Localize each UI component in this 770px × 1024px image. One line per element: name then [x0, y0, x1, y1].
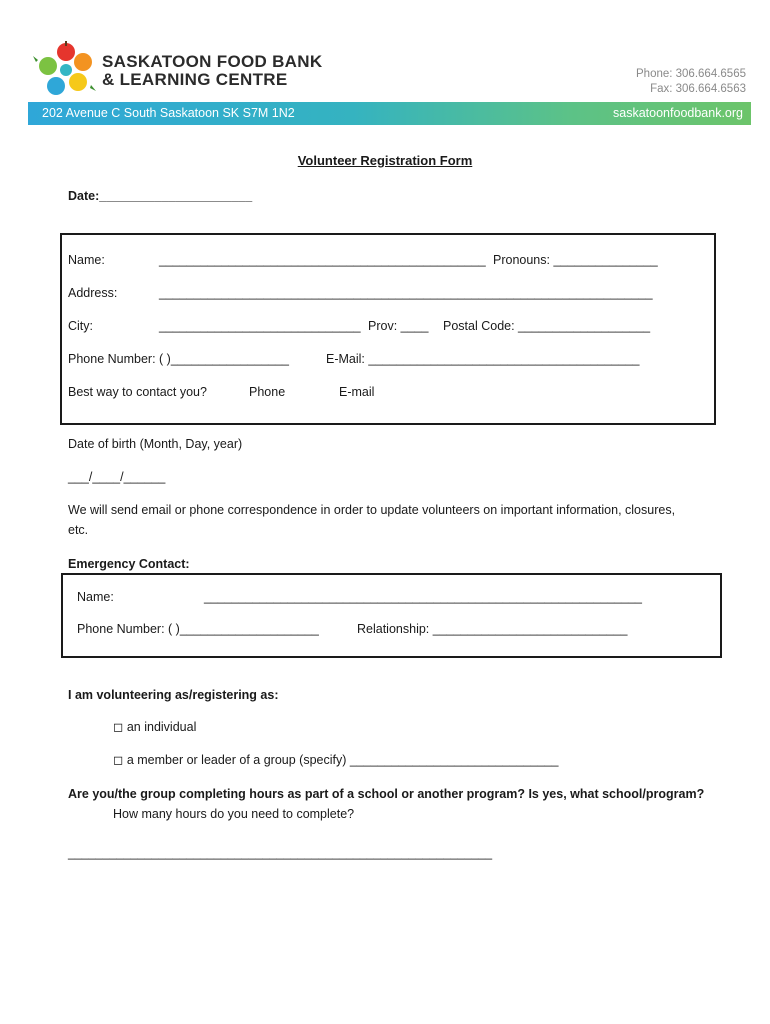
emergency-contact-heading: Emergency Contact: [68, 557, 190, 571]
dob-field[interactable]: ___/____/______ [68, 470, 166, 484]
food-bank-logo-icon [30, 40, 100, 98]
name-label: Name: [68, 253, 105, 267]
header-website[interactable]: saskatoonfoodbank.org [613, 106, 743, 120]
postal-code-field[interactable]: Postal Code: ___________________ [443, 319, 651, 333]
contact-option-email[interactable]: E-mail [339, 385, 375, 399]
prov-field[interactable]: Prov: ____ [368, 319, 429, 333]
emergency-relationship-field[interactable]: Relationship: ____________________________ [357, 622, 628, 636]
emergency-contact-box [61, 573, 722, 658]
dob-label: Date of birth (Month, Day, year) [68, 437, 243, 451]
name-field[interactable]: _______________________________________________ [159, 253, 486, 267]
header-band [28, 102, 751, 125]
city-field[interactable]: _____________________________ [159, 319, 361, 333]
phone-field[interactable]: Phone Number: ( )_________________ [68, 352, 290, 366]
contact-option-phone[interactable]: Phone [249, 385, 286, 399]
email-field[interactable]: E-Mail: _______________________________________ [326, 352, 640, 366]
correspondence-note-line2: etc. [68, 523, 89, 537]
date-field[interactable]: Date:______________________ [68, 189, 253, 203]
school-program-answer-field[interactable]: _____________________________________________________________ [68, 846, 493, 860]
volunteering-heading: I am volunteering as/registering as: [68, 688, 279, 702]
correspondence-note-line1: We will send email or phone correspondence in order to update volunteers on important information, closures, [68, 503, 676, 517]
individual-checkbox[interactable]: ◻ an individual [113, 720, 197, 734]
form-title: Volunteer Registration Form [297, 153, 473, 168]
org-name-line2: & LEARNING CENTRE [102, 70, 288, 89]
school-program-question: Are you/the group completing hours as part of a school or another program? Is yes, what school/program? [68, 787, 705, 801]
org-name-line1: SASKATOON FOOD BANK [102, 52, 323, 71]
emergency-name-label: Name: [77, 590, 114, 604]
hours-question: How many hours do you need to complete? [113, 807, 355, 821]
group-checkbox[interactable]: ◻ a member or leader of a group (specify) ______________________________ [113, 753, 559, 767]
pronouns-field[interactable]: Pronouns: _______________ [493, 253, 658, 267]
address-field[interactable]: _______________________________________________________________________ [159, 286, 653, 300]
emergency-name-field[interactable]: _______________________________________________________________ [204, 590, 642, 604]
address-label: Address: [68, 286, 118, 300]
header-phone: Phone: 306.664.6565 [636, 68, 746, 80]
emergency-phone-field[interactable]: Phone Number: ( )____________________ [77, 622, 319, 636]
contact-preference-question: Best way to contact you? [68, 385, 207, 399]
city-label: City: [68, 319, 93, 333]
header-fax: Fax: 306.664.6563 [650, 83, 746, 95]
header-address: 202 Avenue C South Saskatoon SK S7M 1N2 [42, 106, 295, 120]
